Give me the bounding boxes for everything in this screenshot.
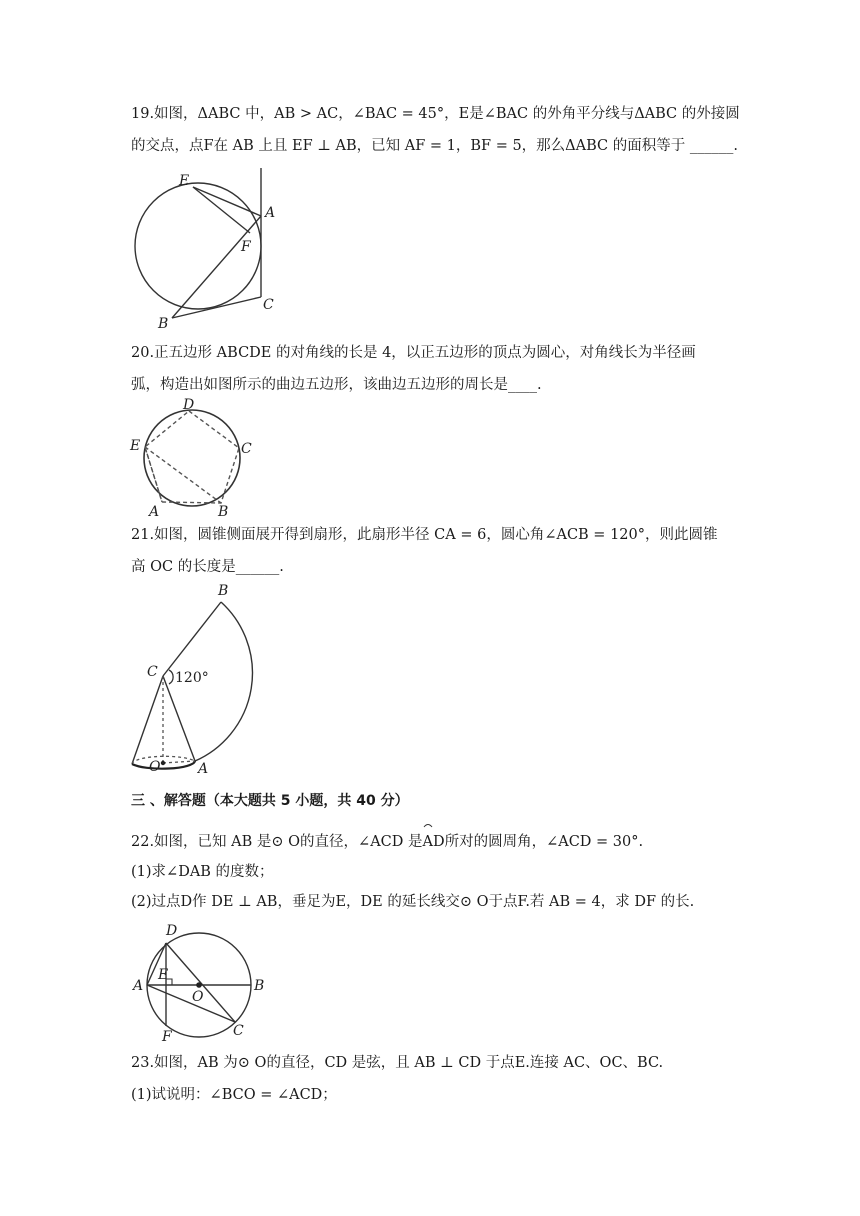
q21-label-C: C xyxy=(147,664,158,680)
q21-text-line2: 高 OC 的长度是______. xyxy=(131,559,284,575)
q23-text-line2: (1)试说明：∠BCO = ∠ACD； xyxy=(131,1087,337,1103)
q23-text-line1: 23.如图，AB 为⊙ O的直径，CD 是弦，且 AB ⊥ CD 于点E.连接 AC、OC、BC. xyxy=(131,1055,664,1071)
q20-label-D: D xyxy=(183,397,195,413)
q22-label-B: B xyxy=(254,978,265,994)
q22-label-O: O xyxy=(192,989,204,1005)
q22-label-E: E xyxy=(158,967,169,983)
q20-text-line2: 弧，构造出如图所示的曲边五边形，该曲边五边形的周长是____. xyxy=(131,377,542,393)
q21-text-line1: 21.如图，圆锥侧面展开得到扇形，此扇形半径 CA = 6，圆心角∠ACB = 120°，则此圆锥 xyxy=(131,527,718,543)
q20-figure xyxy=(125,395,265,520)
q19-label-F: F xyxy=(241,239,251,255)
section-heading: 三 、解答题（本大题共 5 小题，共 40 分） xyxy=(131,793,409,809)
q22-label-D: D xyxy=(166,923,178,939)
q19-label-E: E xyxy=(179,173,190,189)
q22-text-line1: 22.如图，已知 AB 是⊙ O的直径，∠ACD 是AD所对的圆周角，∠ACD = 30°. xyxy=(131,834,644,850)
q22-text-line2: (1)求∠DAB 的度数； xyxy=(131,864,274,880)
q22-label-C: C xyxy=(233,1023,244,1039)
q20-label-B: B xyxy=(218,504,229,520)
q22-text-line3: (2)过点D作 DE ⊥ AB，垂足为E，DE 的延长线交⊙ O于点F.若 AB = 4，求 DF 的长. xyxy=(131,894,695,910)
q19-label-C: C xyxy=(263,297,274,313)
q22-label-F: F xyxy=(162,1029,172,1043)
q21-figure xyxy=(125,578,285,783)
q20-label-A: A xyxy=(149,504,160,520)
q20-label-E: E xyxy=(130,438,141,454)
q22-label-A: A xyxy=(133,978,144,994)
q20-label-C: C xyxy=(241,441,252,457)
arc-mark xyxy=(423,822,433,828)
q19-label-A: A xyxy=(265,205,276,221)
q19-figure xyxy=(125,160,285,335)
q21-label-A: A xyxy=(198,761,209,777)
q21-label-angle: 120° xyxy=(175,670,209,686)
q19-label-B: B xyxy=(158,316,169,332)
q21-label-O: O xyxy=(149,759,161,775)
q21-label-B: B xyxy=(218,583,229,599)
q19-text-line2: 的交点，点F在 AB 上且 EF ⊥ AB，已知 AF = 1，BF = 5，那么ΔABC 的面积等于 ______. xyxy=(131,138,738,154)
q19-text-line1: 19.如图，ΔABC 中，AB > AC，∠BAC = 45°，E是∠BAC 的外角平分线与ΔABC 的外接圆 xyxy=(131,106,740,122)
q20-text-line1: 20.正五边形 ABCDE 的对角线的长是 4，以正五边形的顶点为圆心，对角线长为半径画 xyxy=(131,345,696,361)
q22-figure xyxy=(125,918,275,1043)
